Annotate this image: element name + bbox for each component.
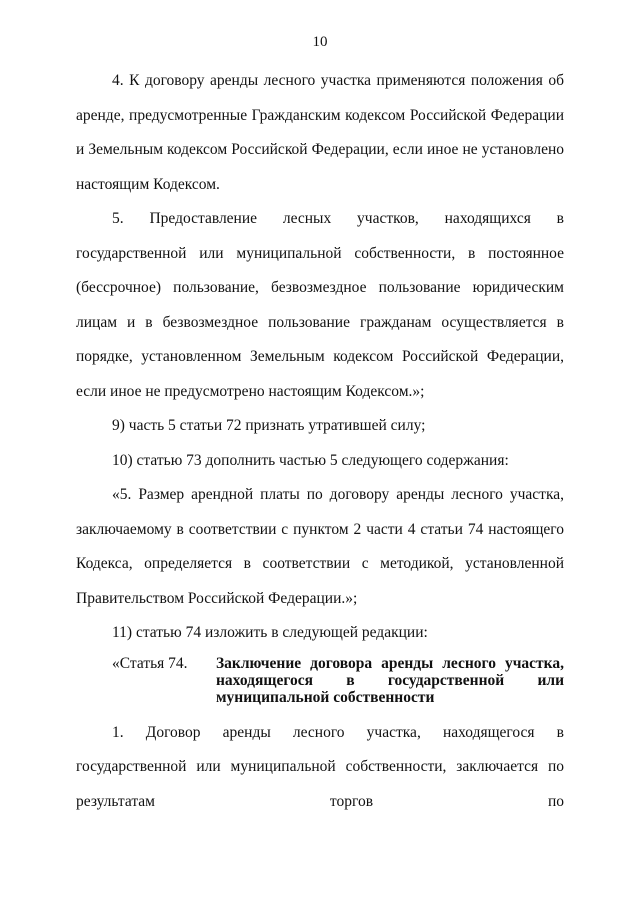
paragraph-provision-of-plots: 5. Предоставление лесных участков, находящихся в государственной или муниципальной собственности, в постоянное (бессрочное) пользование, безвозмездное пользование юридическим лицам и в безвозмездное пользование гражданам осуществляется в порядке, установленном Земельным кодексом Российской Федерации, если иное не предусмотрено настоящим Кодексом.»; xyxy=(76,210,564,400)
paragraph-item-9: 9) часть 5 статьи 72 признать утратившей силу; xyxy=(112,417,426,434)
document-body xyxy=(76,64,564,819)
paragraph-rent-amount: «5. Размер арендной платы по договору аренды лесного участка, заключаемому в соответствии с пунктом 2 части 4 статьи 74 настоящего Кодекса, определяется в соответствии с методикой, установленной Правительством Российской Федерации.»; xyxy=(76,486,564,607)
article-heading xyxy=(76,655,564,706)
article-number: «Статья 74. xyxy=(112,654,188,672)
paragraph-article-74-clause-1: 1. Договор аренды лесного участка, находящегося в государственной или муниципальной собственности, заключается по результатам торгов по xyxy=(76,723,564,810)
paragraph-item-11: 11) статью 74 изложить в следующей редакции: xyxy=(112,624,428,641)
article-title: Заключение договора аренды лесного участка, находящегося в государственной или муниципальной собственности xyxy=(216,654,564,706)
paragraph-item-10: 10) статью 73 дополнить частью 5 следующего содержания: xyxy=(112,451,509,469)
page-number: 10 xyxy=(312,34,328,50)
paragraph-lease-provisions: 4. К договору аренды лесного участка применяются положения об аренде, предусмотренные Гражданским кодексом Российской Федерации и Земельным кодексом Российской Федерации, если иное не установлено настоящим Кодексом. xyxy=(76,72,564,193)
